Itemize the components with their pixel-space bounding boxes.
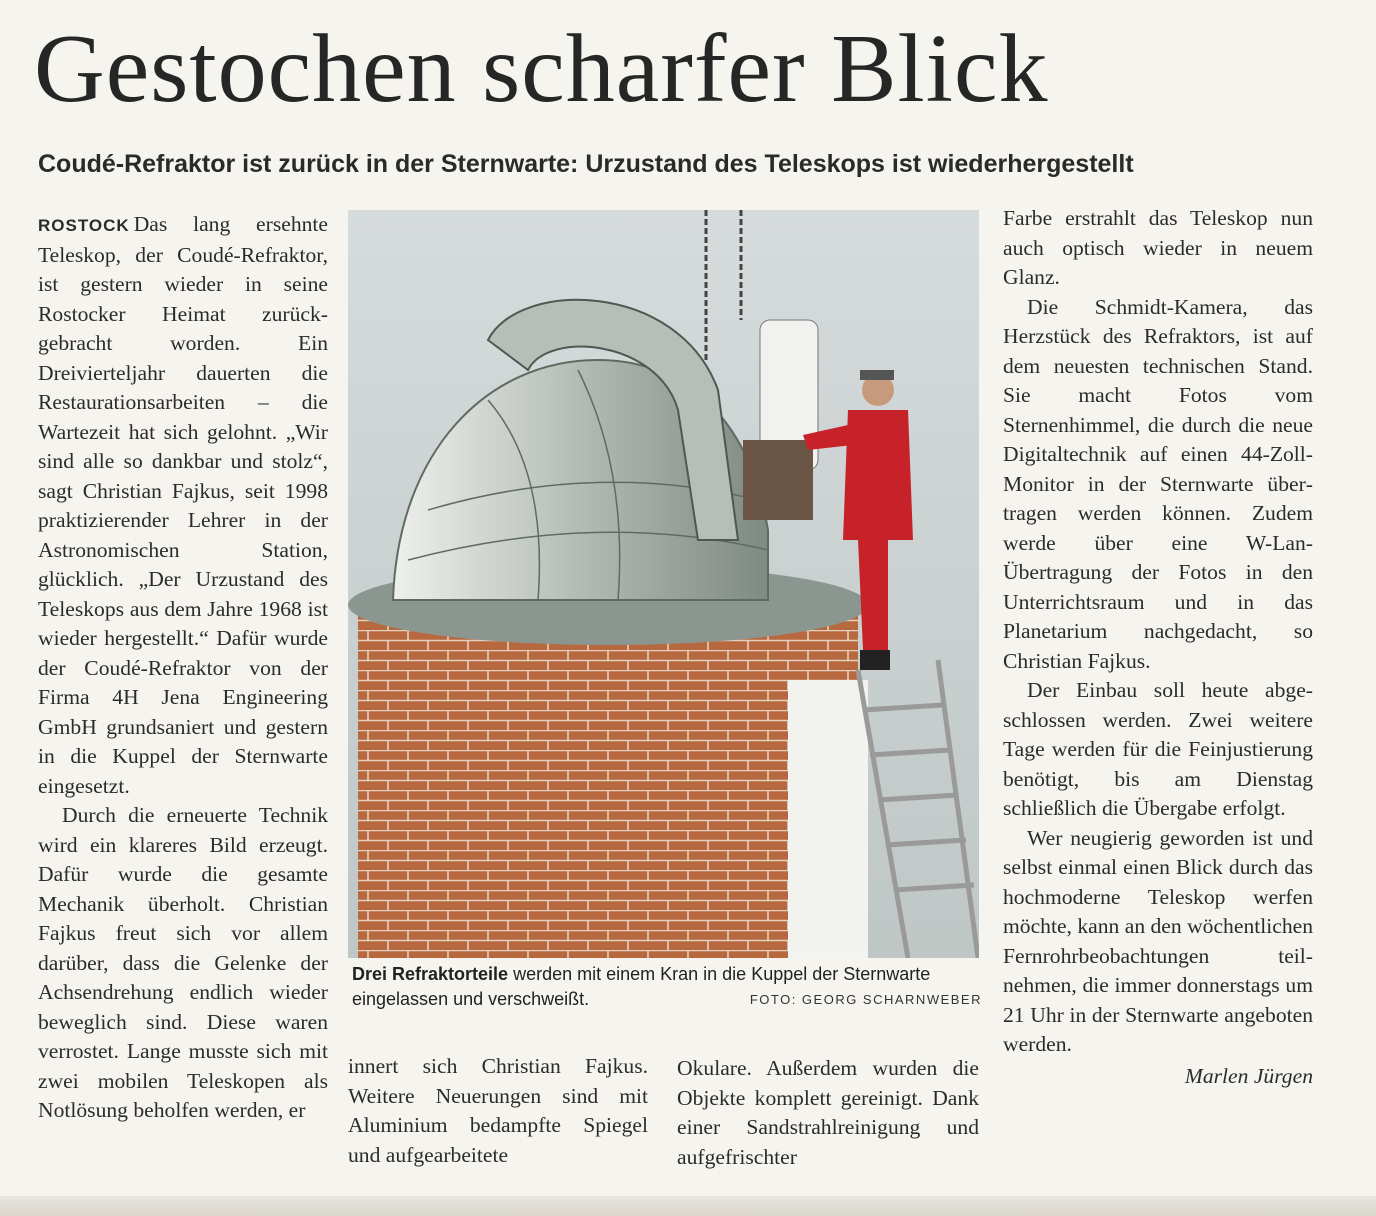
- page-edge: [0, 1196, 1376, 1216]
- paragraph: Die Schmidt-Kamera, das Herzstück des Refraktors, ist auf dem neuesten technischen Stand. Sie macht Fotos vom Sternenhimmel, die durch die neue Digitaltechnik auf einen 44-Zoll-Monitor in der Sternwarte übertragen werden können. Zudem werde über eine W-Lan-Übertragung der Fotos in den Unterrichtsraum und in das Planetarium nachgedacht, so Christian Fajkus.: [1003, 294, 1313, 673]
- text-column-3: [677, 1054, 979, 1172]
- paragraph: Der Einbau soll heute abgeschlossen werden. Zwei weitere Tage werden für die Feinjustierung benötigt, bis am Dienstag schließlich die Übergabe erfolgt.: [1003, 678, 1313, 820]
- caption-text: werden mit einem Kran in die Kuppel der Sternwarte eingelassen und verschweißt.: [352, 964, 931, 1009]
- caption-lead: Drei Refraktorteile: [352, 964, 509, 984]
- photo-credit: FOTO: GEORG SCHARNWEBER: [749, 992, 982, 1007]
- article-subheadline: Coudé-Refraktor ist zurück in der Sternwarte: Urzustand des Teleskops ist wiederhergestellt: [38, 150, 1134, 178]
- text-column-1: [38, 210, 328, 1170]
- paragraph: Wer neugierig geworden ist und selbst einmal einen Blick durch das hochmoderne Teleskop werfen möchte, kann an den wöchentlichen Fernrohrbeobachtungen teilnehmen, die immer donnerstags um 21 Uhr in der Sternwarte angeboten werden.: [1003, 825, 1313, 1056]
- article-headline: Gestochen scharfer Blick: [34, 15, 1049, 123]
- paragraph: Farbe erstrahlt das Teleskop nun auch optisch wieder in neuem Glanz.: [1003, 206, 1313, 289]
- dateline: ROSTOCK: [38, 216, 130, 235]
- photo-caption: [352, 962, 982, 1012]
- paragraph-text: Das lang ersehnte Teleskop, der Coudé-Refraktor, ist gestern wieder in seine Rostocker Heimat zurückgebracht worden. Ein Dreivierteljahr dauerten die Restaurationsarbeiten – die Wartezeit hat sich gelohnt. „Wir sind alle so dankbar und stolz“, sagt Christian Fajkus, seit 1998 praktizierender Lehrer in der Astronomischen Station, glücklich. „Der Urzustand des Teleskops aus dem Jahre 1968 ist wieder hergestellt.“ Dafür wurde der Coudé-Refraktor von der Firma 4H Jena Engineering GmbH grundsaniert und gestern in die Kuppel der Sternwarte eingesetzt.: [38, 212, 328, 798]
- worker-cap: [860, 370, 894, 380]
- paragraph: innert sich Christian Fajkus. Weitere Neuerungen sind mit Aluminium bedampfte Spiegel und aufgearbeitete: [348, 1054, 648, 1167]
- telescope-mount: [743, 440, 813, 520]
- worker-boots: [860, 650, 890, 670]
- tower-door: [788, 680, 868, 958]
- author-byline: Marlen Jürgen: [1184, 1063, 1313, 1088]
- text-column-2: [348, 1052, 648, 1170]
- article-photo: [348, 210, 979, 958]
- paragraph: [38, 210, 328, 801]
- text-column-4: [1003, 204, 1313, 1184]
- brick-tower: [358, 610, 858, 958]
- paragraph: Durch die erneuerte Technik wird ein klareres Bild erzeugt. Dafür wurde die gesamte Mechanik überholt. Christian Fajkus freut sich vor allem darüber, dass die Gelenke der Achsendrehung endlich wieder beweglich sind. Diese waren verrostet. Lange musste sich mit zwei mobilen Teleskopen als Notlösung beholfen werden, er: [38, 803, 328, 1122]
- paragraph: Okulare. Außerdem wurden die Objekte komplett gereinigt. Dank einer Sandstrahlreinigung und aufgefrischter: [677, 1056, 979, 1169]
- observatory-illustration: [348, 210, 979, 958]
